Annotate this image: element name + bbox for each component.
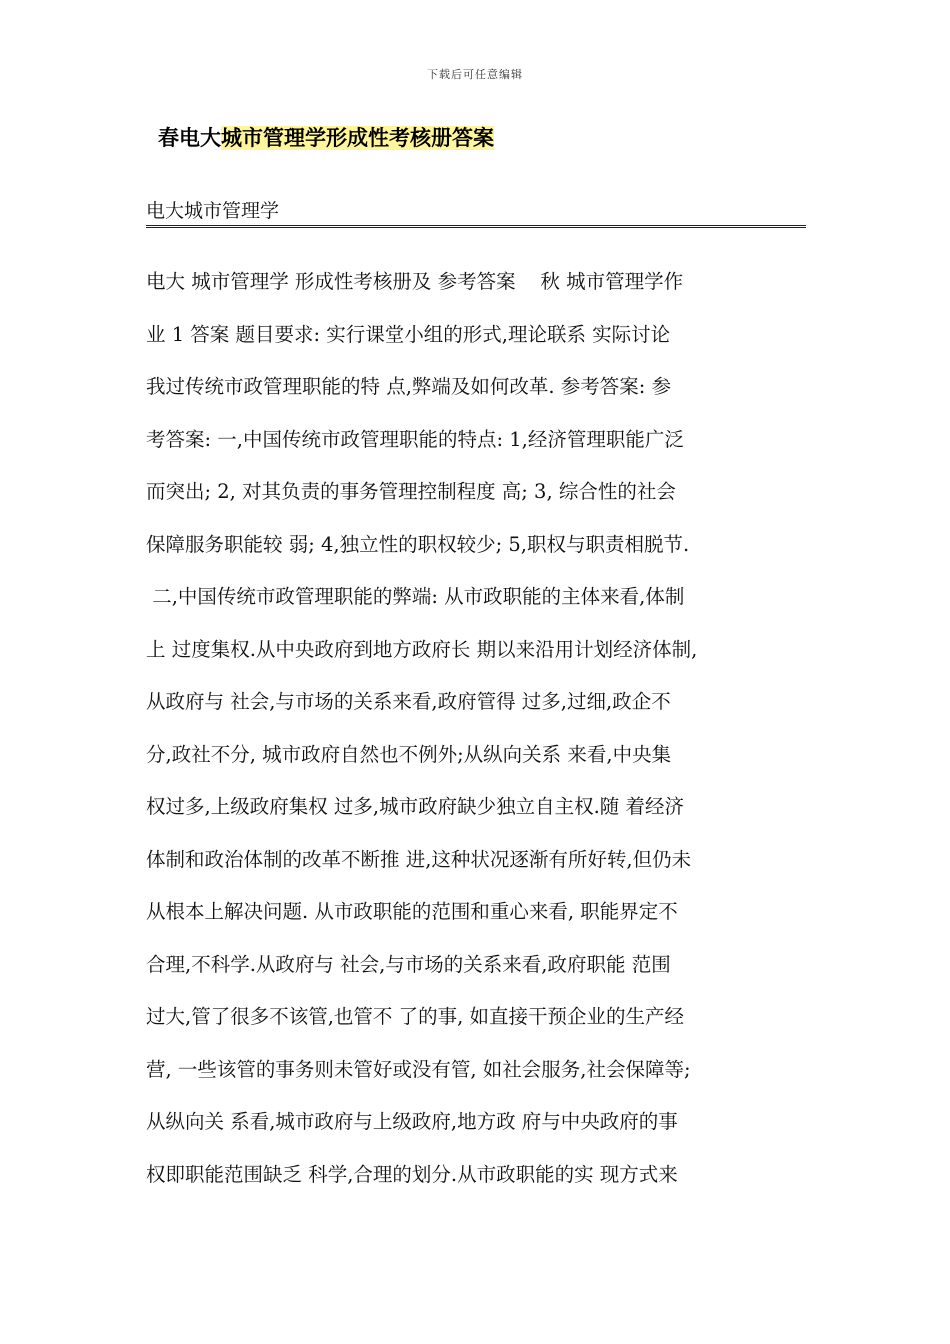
body-text [146,262,826,1207]
body-line: 而突出; 2, 对其负责的事务管理控制程度 高; 3, 综合性的社会 [146,480,676,503]
body-line: 营, 一些该管的事务则未管好或没有管, 如社会服务,社会保障等; [146,1057,691,1081]
body-line: 权过多,上级政府集权 过多,城市政府缺少独立自主权.随 着经济 [146,795,684,818]
body-line: 从纵向关 系看,城市政府与上级政府,地方政 府与中央政府的事 [146,1110,678,1133]
body-line: 业 1 答案 题目要求: 实行课堂小组的形式,理论联系 实际讨论 [146,322,671,346]
section-heading: 电大城市管理学 [146,196,806,228]
body-line: 从根本上解决问题. 从市政职能的范围和重心来看, 职能界定不 [146,900,678,923]
body-line: 从政府与 社会,与市场的关系来看,政府管得 过多,过细,政企不 [146,690,671,713]
body-line: 上 过度集权.从中央政府到地方政府长 期以来沿用计划经济体制, [146,637,698,661]
body-line: 过大,管了很多不该管,也管不 了的事, 如直接干预企业的生产经 [146,1005,684,1028]
body-line: 分,政社不分, 城市政府自然也不例外;从纵向关系 来看,中央集 [146,742,672,766]
body-line: 保障服务职能较 弱; 4,独立性的职权较少; 5,职权与职责相脱节. [146,532,690,556]
document-title [158,122,494,152]
body-line: 考答案: 一,中国传统市政管理职能的特点: 1,经济管理职能广泛 [146,427,684,451]
body-line: 合理,不科学.从政府与 社会,与市场的关系来看,政府职能 范围 [146,952,671,976]
document-title-highlighted: 城市管理学形成性考核册答案 [221,126,494,150]
page-header-note: 下载后可任意编辑 [427,68,523,81]
body-line: 电大 城市管理学 形成性考核册及 参考答案 秋 城市管理学作 [146,270,684,293]
body-line: 权即职能范围缺乏 科学,合理的划分.从市政职能的实 现方式来 [146,1162,678,1186]
body-line: 我过传统市政管理职能的特 点,弊端及如何改革. 参考答案: 参 [146,375,672,398]
body-line: 二,中国传统市政管理职能的弊端: 从市政职能的主体来看,体制 [146,585,685,608]
document-title-prefix: 春电大 [158,126,221,150]
body-line: 体制和政治体制的改革不断推 进,这种状况逐渐有所好转,但仍未 [146,847,692,871]
